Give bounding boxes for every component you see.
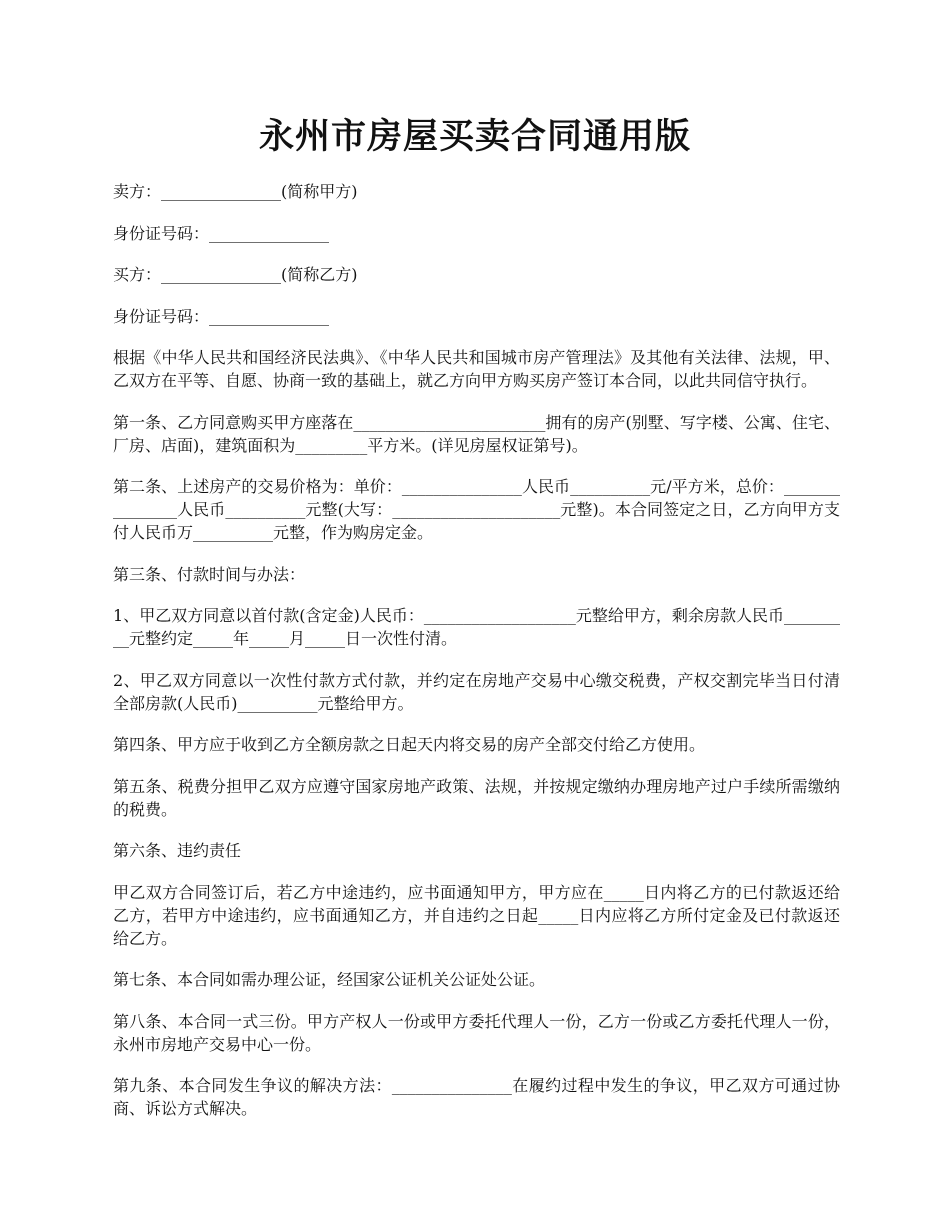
article-7: 第七条、本合同如需办理公证，经国家公证机关公证处公证。 [113, 970, 546, 989]
document-title: 永州市房屋买卖合同通用版 [258, 116, 691, 157]
article-9: 第九条、本合同发生争议的解决方法：_______________在履约过程中发生的争议，甲乙双方可通过协商、诉讼方式解决。 [113, 1076, 840, 1118]
article-2: 第二条、上述房产的交易价格为：单价：_______________人民币__________元/平方米，总价：_______________人民币__________元整(大写：_____________________元整)。本合同签定之日，乙方向甲方支付人民币万__________元整，作为购房定金。 [113, 477, 840, 542]
article-8: 第八条、本合同一式三份。甲方产权人一份或甲方委托代理人一份，乙方一份或乙方委托代理人一份，永州市房地产交易中心一份。 [113, 1011, 840, 1054]
article-4: 第四条、甲方应于收到乙方全额房款之日起天内将交易的房产全部交付给乙方使用。 [113, 735, 706, 754]
preamble-paragraph: 根据《中华人民共和国经济民法典》、《中华人民共和国城市房产管理法》及其他有关法律、法规，甲、乙双方在平等、自愿、协商一致的基础上，就乙方向甲方购买房产签订本合同，以此共同信守执行。 [113, 348, 840, 390]
article-5: 第五条、税费分担甲乙双方应遵守国家房地产政策、法规，并按规定缴纳办理房地产过户手续所需缴纳的税费。 [113, 776, 840, 819]
seller-id-line: 身份证号码：_______________ [113, 223, 330, 243]
article-1: 第一条、乙方同意购买甲方座落在________________________拥有的房产(别墅、写字楼、公寓、住宅、厂房、店面)，建筑面积为_________平方米。(详见房屋权证第号)。 [113, 412, 840, 455]
buyer-id-line: 身份证号码：_______________ [113, 306, 330, 326]
buyer-line: 买方：_______________(简称乙方) [113, 265, 358, 284]
article-3-item-1: 1、甲乙双方同意以首付款(含定金)人民币：___________________元整给甲方，剩余房款人民币_________元整约定_____年_____月_____日一次性付清。 [113, 606, 840, 648]
article-6-body: 甲乙双方合同签订后，若乙方中途违约，应书面通知甲方，甲方应在_____日内将乙方的已付款返还给乙方，若甲方中途违约，应书面通知乙方，并自违约之日起_____日内应将乙方所付定金及已付款返还给乙方。 [113, 882, 840, 948]
document-body [113, 180, 840, 1139]
article-3-item-2: 2、甲乙双方同意以一次性付款方式付款，并约定在房地产交易中心缴交税费，产权交割完毕当日付清全部房款(人民币)__________元整给甲方。 [113, 670, 840, 713]
seller-line: 卖方：_______________(简称甲方) [113, 182, 358, 201]
article-6-heading: 第六条、违约责任 [113, 841, 242, 860]
article-3-heading: 第三条、付款时间与办法： [113, 564, 306, 584]
